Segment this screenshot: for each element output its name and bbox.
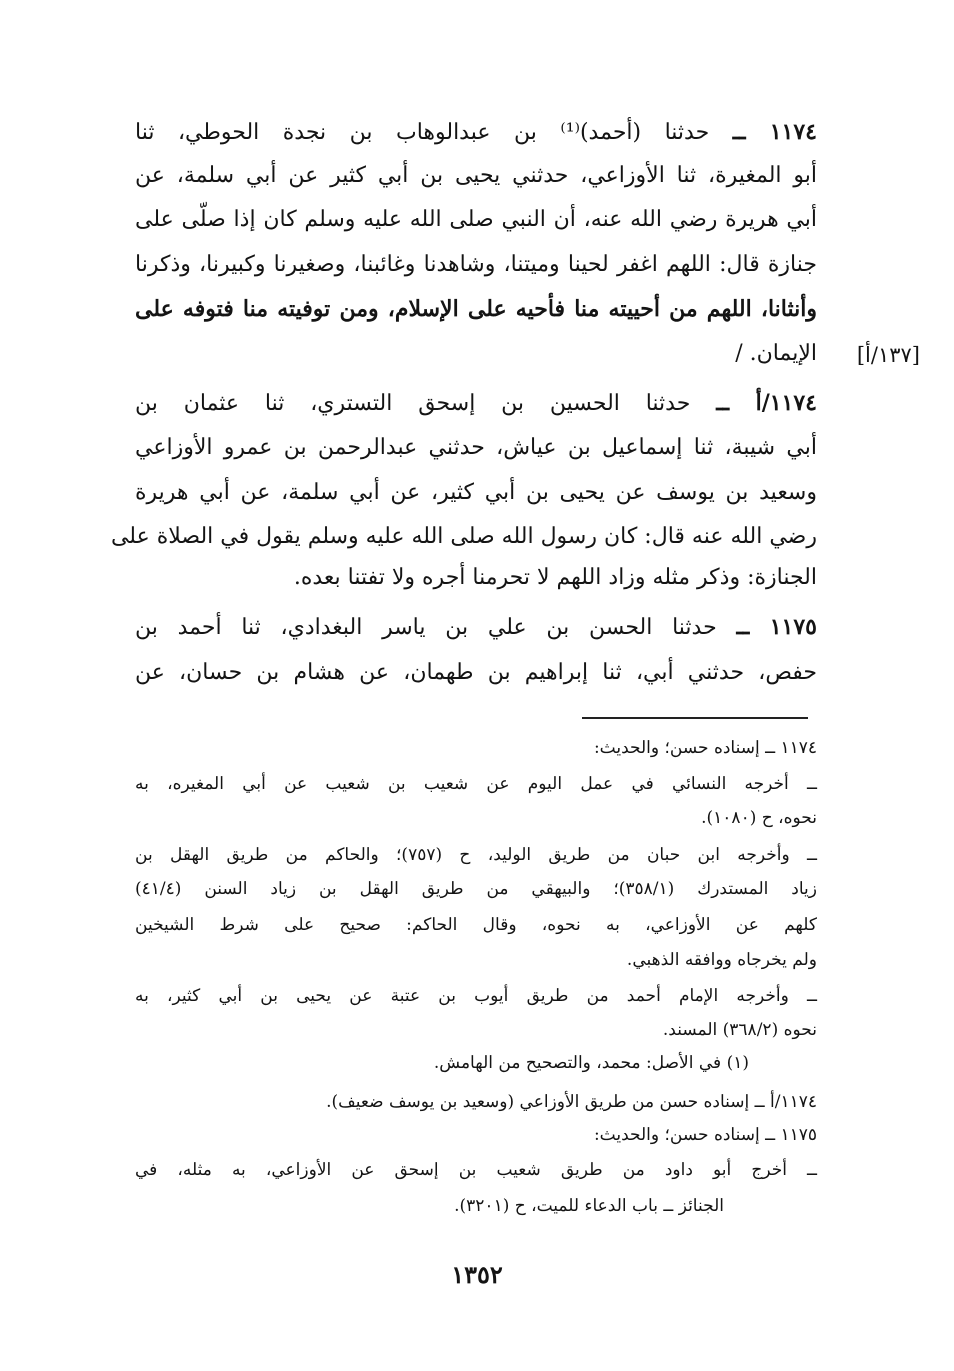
footnote-divider bbox=[582, 717, 808, 719]
hadith-1174-line-1: ١١٧٤ ــ حدثنا (أحمد)⁽¹⁾ بن عبدالوهاب بن نجدة الحوطي، ثنا bbox=[135, 119, 817, 145]
hadith-number: ١١٧٤/أ ــ bbox=[716, 390, 817, 416]
footnote-line: ــ أخرج أبو داود من طريق شعيب بن إسحق عن الأوزاعي، به مثله، في bbox=[135, 1160, 817, 1180]
footnote-line: ــ وأخرجه الإمام أحمد من طريق أيوب بن عتبة عن يحيى بن أبي كثير، به bbox=[135, 986, 817, 1006]
hadith-1174-line-4: جنازة قال: اللهم اغفر لحينا وميتنا، وشاهدنا وغائبنا، وصغيرنا وكبيرنا، وذكرنا bbox=[135, 252, 817, 277]
footnote-line: ١١٧٤/أ ــ إسناده حسن من طريق الأوزاعي (وسعيد بن يوسف ضعيف). bbox=[326, 1092, 817, 1112]
footnote-line: زياد المستدرك (٣٥٨/١)؛ والبيهقي من طريق الهقل بن زياد السنن (٤١/٤) bbox=[135, 879, 817, 899]
hadith-1174a-line-4: رضي الله عنه قال: كان رسول الله صلى الله عليه وسلم يقول في الصلاة على bbox=[110, 524, 817, 549]
margin-folio-reference: [١٣٧/أ] bbox=[856, 343, 920, 367]
footnote-line: ١١٧٥ ــ إسناده حسن؛ والحديث: bbox=[593, 1125, 817, 1145]
hadith-1175-line-1: ١١٧٥ ــ حدثنا الحسن بن علي بن ياسر البغدادي، ثنا أحمد بن bbox=[135, 614, 817, 640]
footnote-line: كلهم عن الأوزاعي، به نحوه، وقال الحاكم: صحيح على شرط الشيخين bbox=[135, 915, 817, 935]
hadith-1174a-line-3: وسعيد بن يوسف عن يحيى بن أبي كثير، عن أبي سلمة، عن أبي هريرة bbox=[135, 480, 817, 505]
footnote-line: الجنائز ــ باب الدعاء للميت، ح (٣٢٠١). bbox=[454, 1196, 724, 1216]
page-number: ١٣٥٢ bbox=[451, 1260, 503, 1289]
footnote-line: ١١٧٤ ــ إسناده حسن؛ والحديث: bbox=[593, 738, 817, 758]
footnote-line: ولم يخرجاه ووافقه الذهبي. bbox=[626, 950, 817, 970]
hadith-1174-line-6: الإيمان. / bbox=[735, 341, 817, 366]
footnote-line: ــ وأخرجه ابن حبان من طريق الوليد، ح (٧٥٧)؛ والحاكم من طريق الهقل بن bbox=[135, 845, 817, 865]
footnote-line: (١) في الأصل: محمد، والتصحيح من الهامش. bbox=[433, 1053, 749, 1073]
hadith-number: ١١٧٤ ــ bbox=[732, 119, 817, 145]
hadith-1175-line-2: حفص، حدثني أبي، ثنا إبراهيم بن طهمان، عن هشام بن حسان، عن bbox=[135, 660, 817, 685]
hadith-1174-line-2: أبو المغيرة، ثنا الأوزاعي، حدثني يحيى بن أبي كثير عن أبي سلمة، عن bbox=[135, 163, 817, 188]
hadith-1174a-line-2: أبي شيبة، ثنا إسماعيل بن عياش، حدثني عبدالرحمن بن عمرو الأوزاعي bbox=[135, 435, 817, 460]
hadith-number: ١١٧٥ ــ bbox=[736, 614, 817, 640]
hadith-1174a-line-1: ١١٧٤/أ ــ حدثنا الحسين بن إسحق التستري، ثنا عثمان بن bbox=[135, 390, 817, 416]
footnote-line: ــ أخرجه النسائي في عمل اليوم عن شعيب بن شعيب عن أبي المغيره، به bbox=[135, 774, 817, 794]
footnote-line: نحوه، ح (١٠٨٠). bbox=[701, 808, 817, 828]
hadith-1174-line-3: أبي هريرة رضي الله عنه، أن النبي صلى الله عليه وسلم كان إذا صلّى على bbox=[135, 207, 817, 232]
hadith-1174a-line-5: الجنازة: وذكر مثله وزاد اللهم لا تحرمنا أجره ولا تفتنا بعده. bbox=[293, 565, 817, 590]
hadith-1174-line-5: وأنثانا، اللهم من أحييته منا فأحيه على الإسلام، ومن توفيته منا فتوفه على bbox=[135, 296, 817, 322]
footnote-line: نحوه (٣٦٨/٢) المسند. bbox=[662, 1020, 817, 1040]
